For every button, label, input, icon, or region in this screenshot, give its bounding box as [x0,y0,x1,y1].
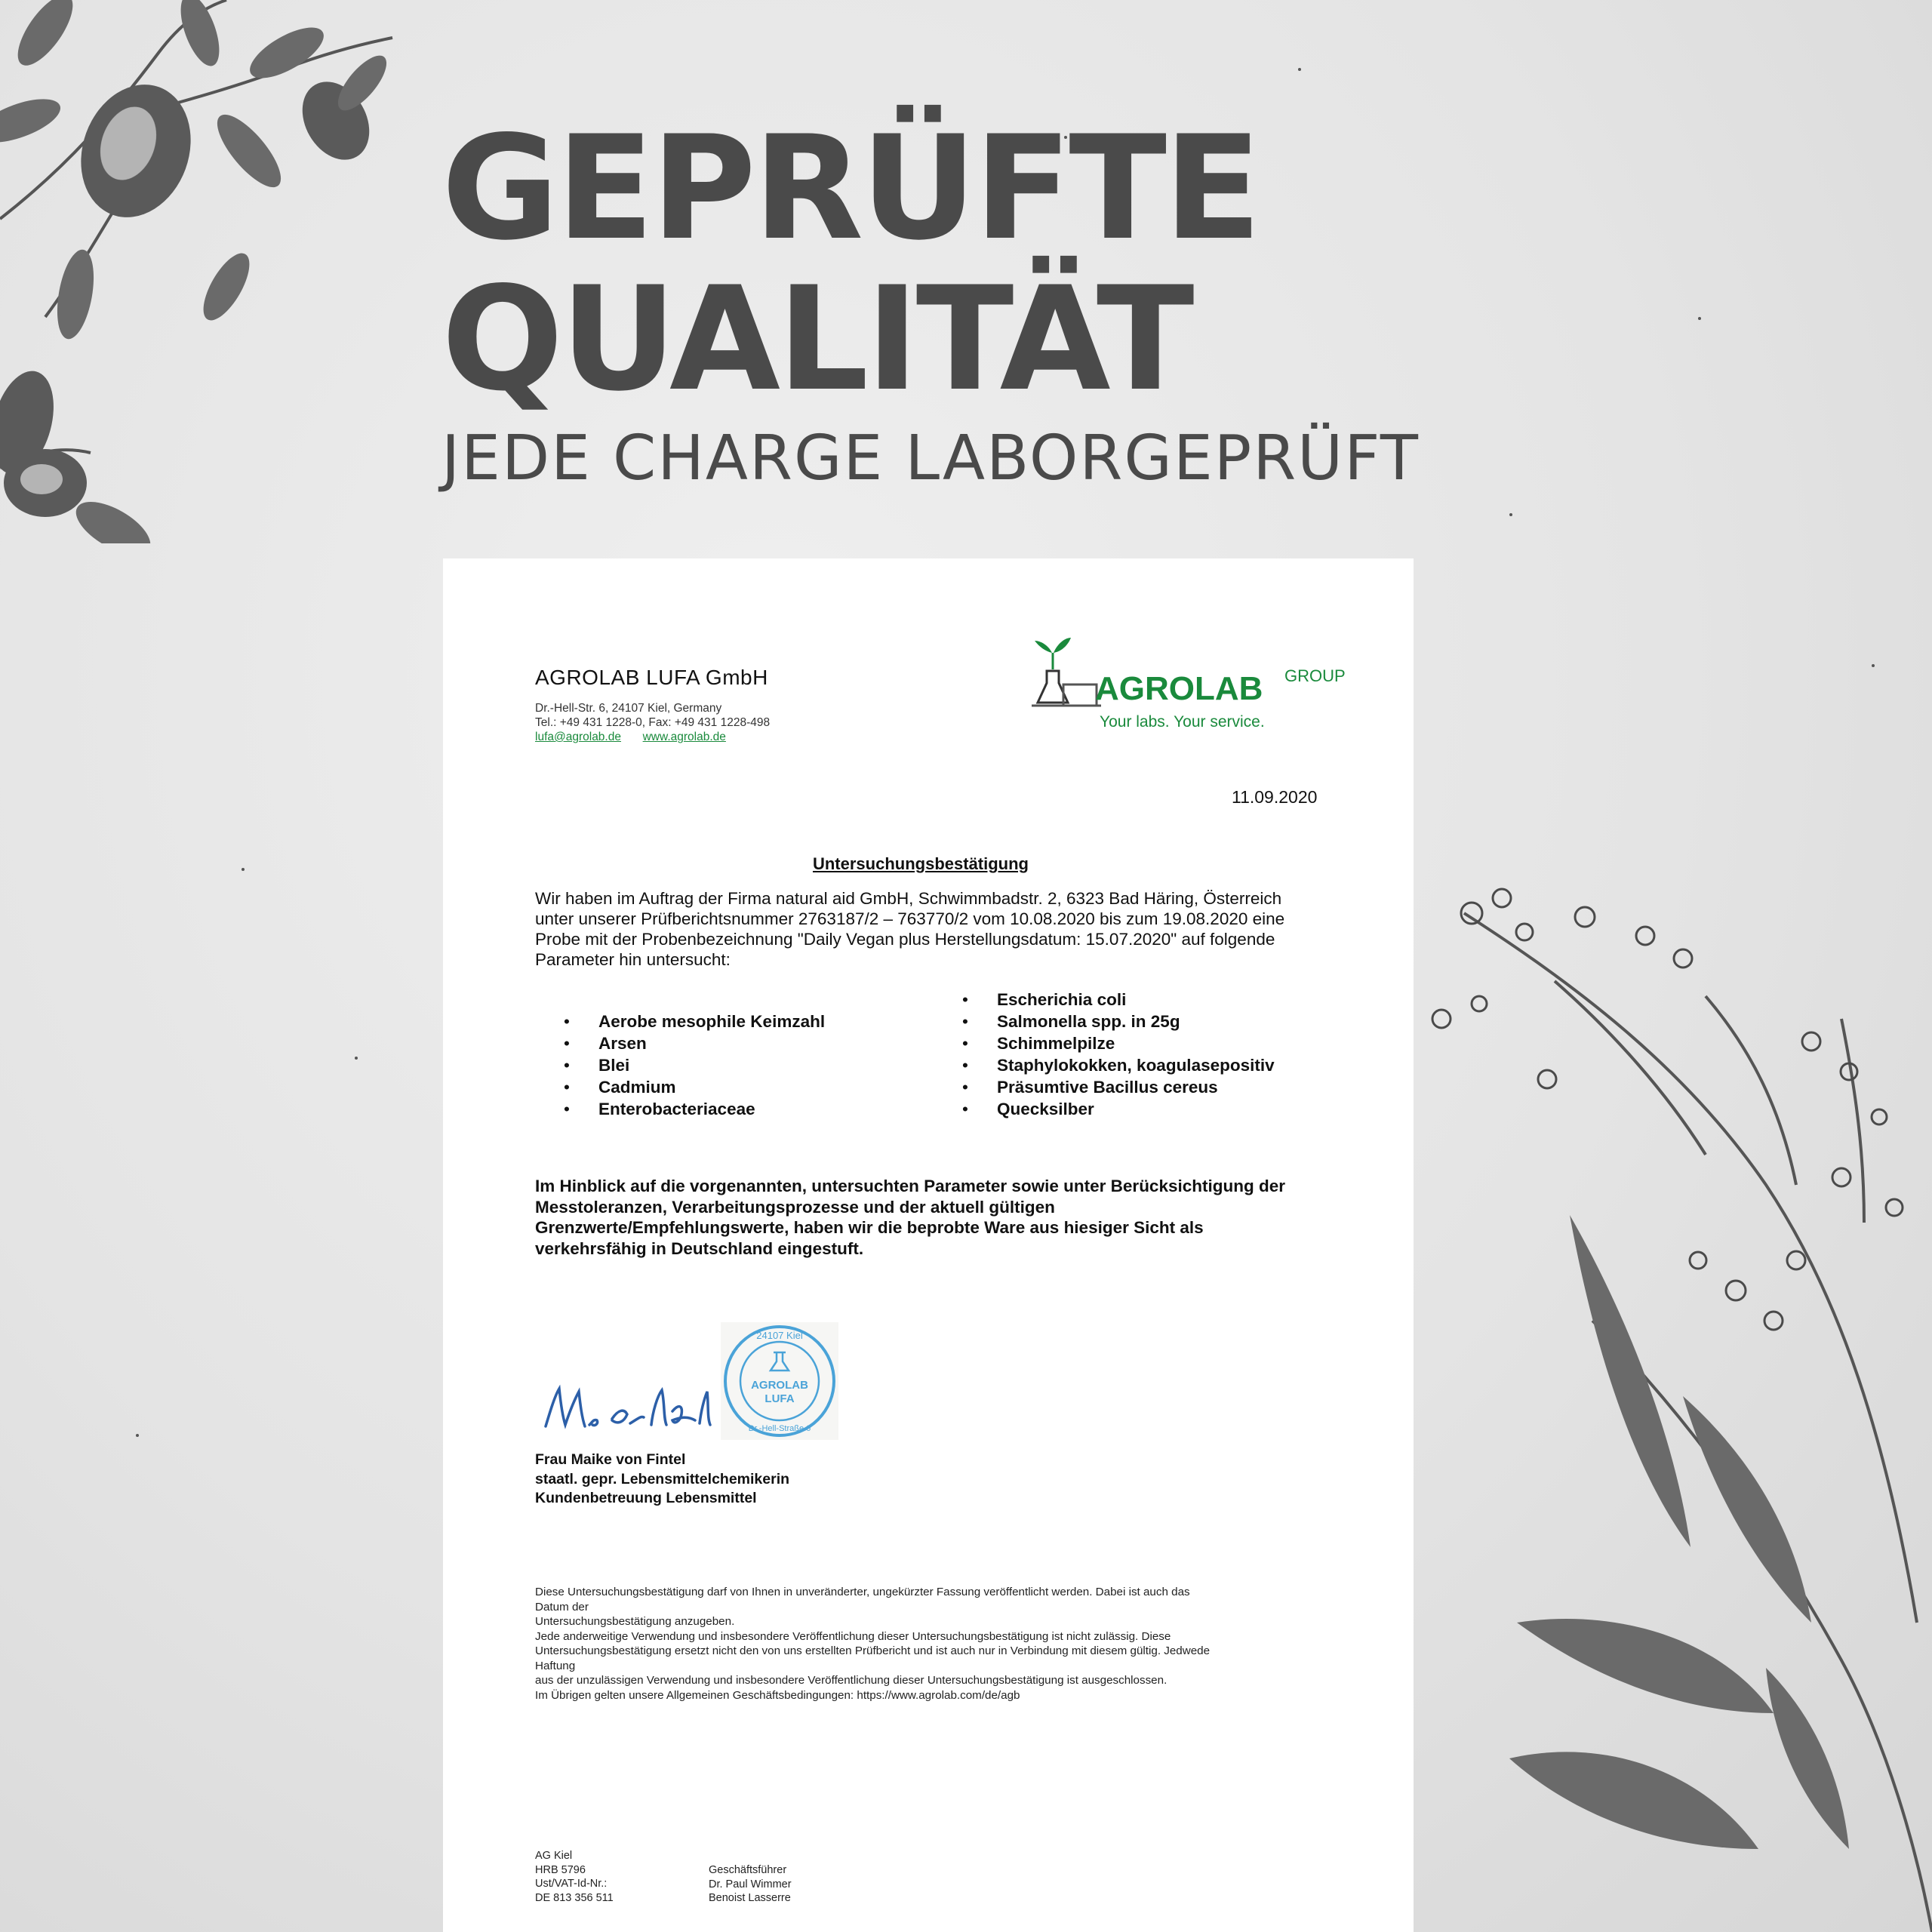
footer-line: AG Kiel [535,1850,573,1862]
footer-line: DE 813 356 511 [535,1891,614,1904]
footer-management [709,1863,792,1906]
logo-wordmark: AGROLAB [1095,670,1263,707]
list-item: • Quecksilber [962,1098,1275,1120]
agrolab-logo [1032,630,1364,743]
company-address: Dr.-Hell-Str. 6, 24107 Kiel, Germany [535,702,722,715]
headline-line-2: QUALITÄT [441,256,1192,423]
disclaimer-line: aus der unzulässigen Verwendung und insbesondere Veröffentlichung dieser Untersuchungsbestätigung ist ausgeschlossen. [535,1674,1168,1687]
disclaimer-line: Haftung [535,1659,576,1672]
list-item: • Schimmelpilze [962,1032,1275,1054]
footer-line: HRB 5796 [535,1863,586,1876]
company-name: AGROLAB LUFA GmbH [535,666,768,689]
speck [1698,317,1701,320]
footer-line: Benoist Lasserre [709,1892,791,1904]
footer-line: Geschäftsführer [709,1864,787,1876]
speck [136,1434,139,1437]
meadowsweet-plant-illustration [1419,868,1932,1932]
document-title: Untersuchungsbestätigung [812,854,1029,873]
list-item: • Salmonella spp. in 25g [962,1011,1275,1032]
email-link[interactable]: lufa@agrolab.de [535,731,621,743]
handwritten-signature [540,1381,713,1434]
company-contact-links [535,731,726,744]
footer-registration [535,1849,614,1905]
conclusion-paragraph: Im Hinblick auf die vorgenannten, untersuchten Parameter sowie unter Berücksichtigung der Messtoleranzen, Verarbeitungsprozesse und der aktuell gültigen Grenzwerte/Empfehlungswerte, haben wir die beprobte Ware aus hiesiger Sicht als verkehrsfähig in Deutschland eingestuft. [535,1177,1285,1258]
signer-block [535,1451,789,1509]
headline [441,105,1259,423]
list-item: • Staphylokokken, koagulasepositiv [962,1054,1275,1076]
signer-department: Kundenbetreuung Lebensmittel [535,1490,757,1506]
list-item: • Escherichia coli [962,989,1275,1011]
svg-text:AGROLAB: AGROLAB [751,1379,808,1392]
footer-line: Dr. Paul Wimmer [709,1878,792,1890]
headline-line-1: GEPRÜFTE [441,105,1259,272]
disclaimer-line: Diese Untersuchungsbestätigung darf von Ihnen in unveränderter, ungekürzter Fassung veröffentlicht werden. Dabei ist auch das [535,1586,1190,1598]
company-phone: Tel.: +49 431 1228-0, Fax: +49 431 1228-498 [535,716,771,729]
list-item: • Aerobe mesophile Keimzahl [564,1011,825,1032]
disclaimer-line: Untersuchungsbestätigung anzugeben. [535,1615,735,1628]
speck [242,868,245,871]
signer-role: staatl. gepr. Lebensmittelchemikerin [535,1470,790,1487]
subheadline: JEDE CHARGE LABORGEPRÜFT [441,423,1420,494]
disclaimer [535,1585,1305,1703]
disclaimer-line: Jede anderweitige Verwendung und insbesondere Veröffentlichung dieser Untersuchungsbestätigung ist nicht zulässig. Diese [535,1629,1171,1643]
footer-line: Ust/VAT-Id-Nr.: [535,1878,608,1890]
speck [1509,513,1512,516]
list-item: • Arsen [564,1032,825,1054]
list-item: • Enterobacteriaceae [564,1098,825,1120]
speck [355,1057,358,1060]
document-date: 11.09.2020 [1232,787,1318,807]
speck [1298,68,1301,71]
svg-text:Dr.-Hell-Straße 6: Dr.-Hell-Straße 6 [748,1424,811,1433]
list-item: • Präsumtive Bacillus cereus [962,1076,1275,1098]
logo-tagline: Your labs. Your service. [1100,713,1265,731]
signer-name: Frau Maike von Fintel [535,1451,686,1468]
official-stamp [721,1322,838,1440]
flower-branch-illustration [0,0,423,543]
list-item: • Cadmium [564,1076,825,1098]
disclaimer-line: Untersuchungsbestätigung ersetzt nicht den von uns erstellten Prüfbericht und ist auch nur in Verbindung mit diesem gültig. Jedwede [535,1644,1211,1657]
logo-group: GROUP [1284,666,1346,685]
parameter-list-left [564,1011,825,1120]
svg-text:LUFA: LUFA [764,1392,795,1405]
list-item: • Blei [564,1054,825,1076]
intro-paragraph: Wir haben im Auftrag der Firma natural aid GmbH, Schwimmbadstr. 2, 6323 Bad Häring, Österreich unter unserer Prüfberichtsnummer 2763187/2 – 763770/2 vom 10.08.2020 bis zum 19.08.2020 eine Probe mit der Probenbezeichnung "Daily Vegan plus Herstellungsdatum: 15.07.2020" auf folgende Parameter hin untersucht: [535,889,1285,969]
svg-text:24107 Kiel: 24107 Kiel [756,1330,803,1341]
lab-certificate-document [443,558,1414,1932]
disclaimer-line: Datum der [535,1600,589,1614]
parameter-list-right [962,989,1275,1120]
lab-flask-icon [1032,638,1101,706]
speck [1872,664,1875,667]
disclaimer-line: Im Übrigen gelten unsere Allgemeinen Geschäftsbedingungen: https://www.agrolab.com/de/agb [535,1688,1020,1702]
website-link[interactable]: www.agrolab.de [642,731,726,743]
